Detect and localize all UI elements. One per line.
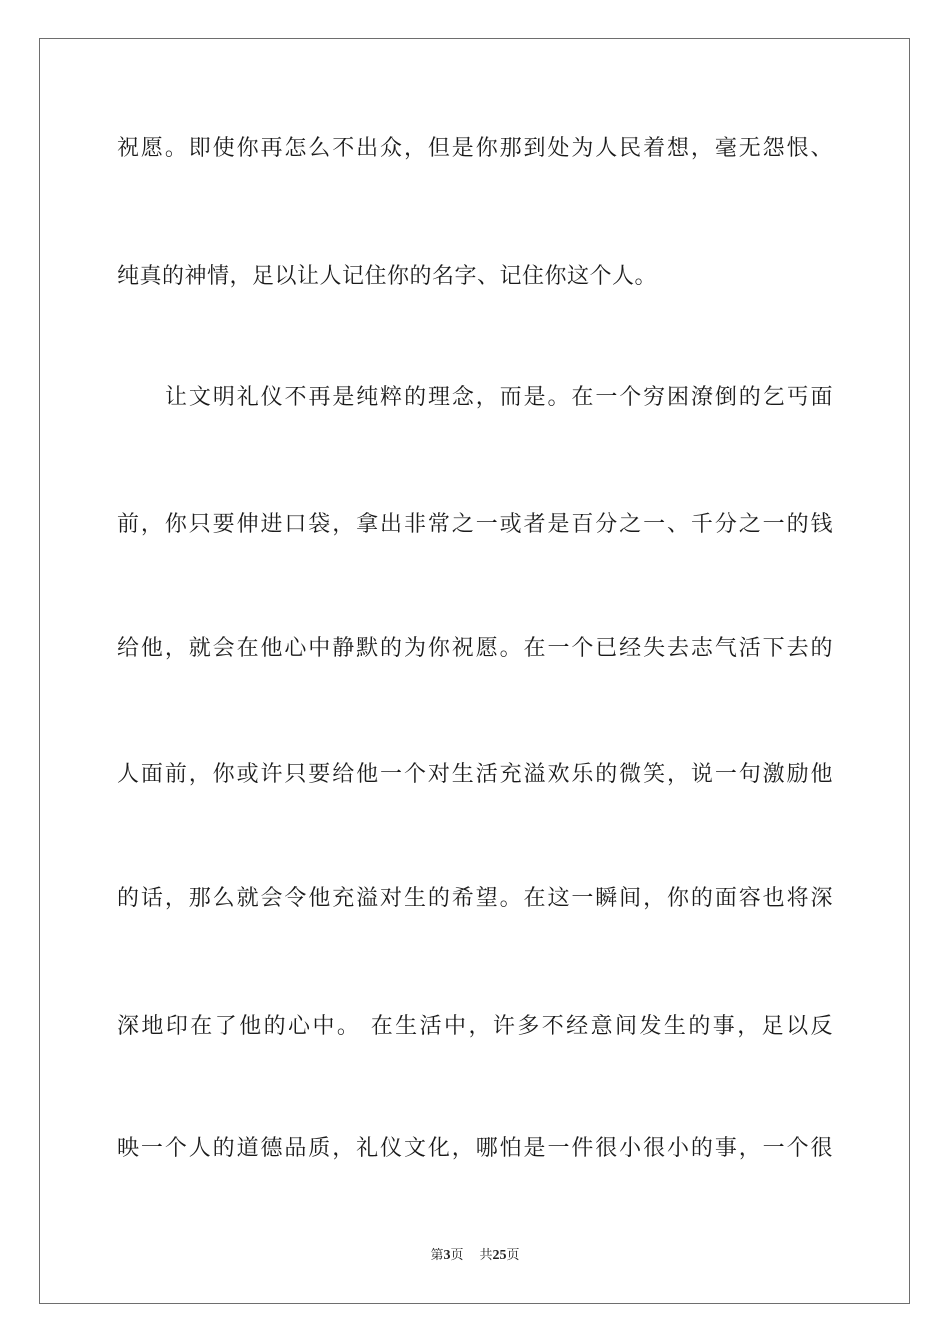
total-prefix: 共 — [479, 1248, 493, 1263]
page-number: 3 — [443, 1248, 451, 1263]
page-border — [39, 38, 910, 1304]
total-suffix: 页 — [506, 1248, 520, 1263]
total-pages: 25 — [492, 1248, 507, 1263]
text-line-7: 的话，那么就会令他充溢对生的希望。在这一瞬间，你的面容也将深 — [117, 886, 833, 911]
text-line-8: 深地印在了他的心中。 在生活中，许多不经意间发生的事，足以反 — [117, 1014, 833, 1039]
text-line-1: 祝愿。即使你再怎么不出众，但是你那到处为人民着想，毫无怨恨、 — [117, 136, 833, 161]
page-footer — [0, 1247, 950, 1265]
text-line-3: 让文明礼仪不再是纯粹的理念，而是。在一个穷困潦倒的乞丐面 — [165, 385, 833, 410]
text-line-5: 给他，就会在他心中静默的为你祝愿。在一个已经失去志气活下去的 — [117, 636, 833, 661]
text-line-9: 映一个人的道德品质，礼仪文化，哪怕是一件很小很小的事，一个很 — [117, 1136, 833, 1161]
page-prefix: 第 — [430, 1248, 444, 1263]
text-line-6: 人面前，你或许只要给他一个对生活充溢欢乐的微笑，说一句激励他 — [117, 762, 833, 787]
page-suffix: 页 — [450, 1248, 464, 1263]
text-line-4: 前，你只要伸进口袋，拿出非常之一或者是百分之一、千分之一的钱 — [117, 512, 833, 537]
text-line-2: 纯真的神情，足以让人记住你的名字、记住你这个人。 — [117, 264, 658, 289]
